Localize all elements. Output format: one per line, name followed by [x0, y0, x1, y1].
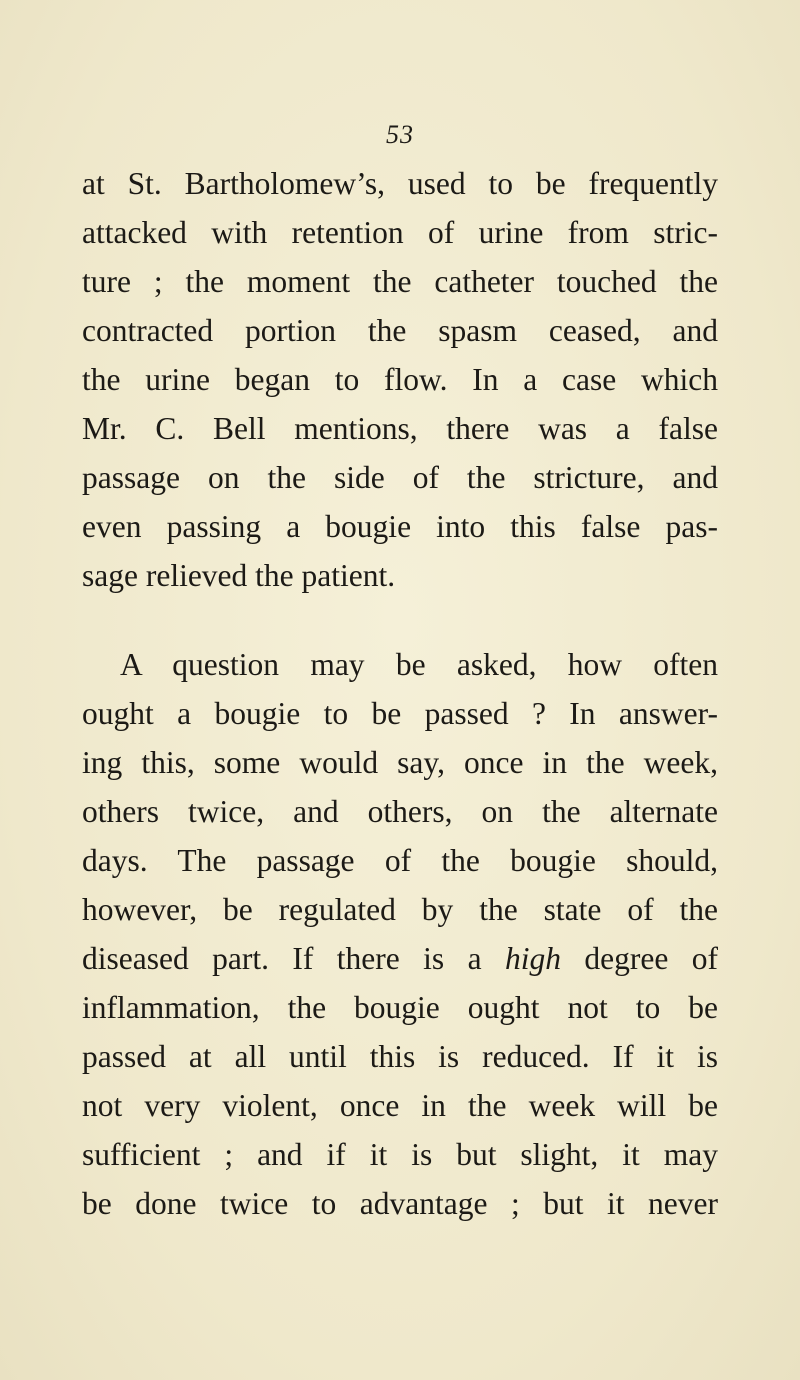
text-line: sage relieved the patient.	[82, 558, 396, 593]
text-line: A question may be asked, how often	[120, 647, 718, 682]
text-line: inflammation, the bougie ought not to be	[82, 990, 718, 1025]
text-line: passage on the side of the stricture, and	[82, 460, 718, 495]
text-line: sufficient ; and if it is but slight, it may	[82, 1137, 718, 1172]
text-line: be done twice to advantage ; but it never	[82, 1186, 718, 1221]
text-line: the urine began to flow. In a case which	[82, 362, 718, 397]
text-line: ture ; the moment the catheter touched the	[82, 264, 718, 299]
page-number: 53	[386, 120, 414, 149]
text-line: at St. Bartholomew’s, used to be frequently	[82, 166, 718, 201]
text-line	[82, 937, 718, 981]
text-line: even passing a bougie into this false pas-	[82, 509, 718, 544]
text-segment: diseased part. If there is a	[82, 941, 505, 976]
text-line: passed at all until this is reduced. If it is	[82, 1039, 718, 1074]
text-line: however, be regulated by the state of the	[82, 892, 718, 927]
emphasis-text: high	[504, 941, 561, 976]
text-line: ing this, some would say, once in the week,	[82, 745, 718, 780]
text-segment: degree of	[560, 941, 718, 976]
text-line: not very violent, once in the week will be	[82, 1088, 718, 1123]
text-line: ought a bougie to be passed ? In answer-	[82, 696, 718, 731]
text-line: days. The passage of the bougie should,	[82, 843, 718, 878]
text-line: others twice, and others, on the alternate	[82, 794, 718, 829]
text-line: Mr. C. Bell mentions, there was a false	[82, 411, 718, 446]
text-line: contracted portion the spasm ceased, and	[82, 313, 718, 348]
text-line: attacked with retention of urine from stric-	[82, 215, 718, 250]
